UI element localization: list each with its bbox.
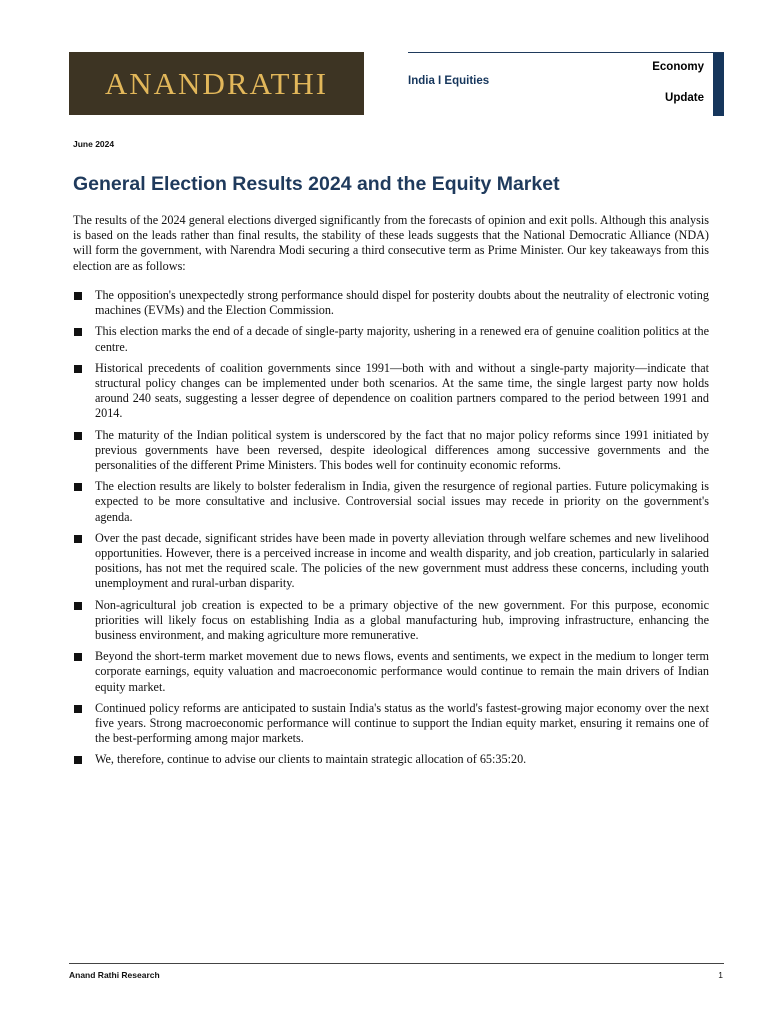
- bullet-square-icon: [74, 535, 82, 543]
- takeaway-text: Historical precedents of coalition governments since 1991—both with and without a single-party majority—indicate that structural policy changes can be implemented under both scenarios. At the same time, the single largest party now holds around 240 seats, suggesting a lesser degree of dependence on coalition partners compared to the period between 1991 and 2014.: [95, 360, 709, 421]
- bullet-square-icon: [74, 483, 82, 491]
- takeaway-item: [73, 701, 709, 747]
- takeaway-item: [73, 361, 709, 422]
- takeaway-text: Over the past decade, significant strides have been made in poverty alleviation through welfare schemes and new livelihood opportunities. However, there is a perceived increase in income and wealth disparity, and job creation, particularly in salaried positions, has not met the required scale. The policies of the new government must address these concerns, including youth unemployment and rural-urban disparity.: [95, 530, 709, 591]
- takeaway-item: [73, 479, 709, 525]
- takeaway-item: [73, 649, 709, 695]
- bullet-square-icon: [74, 432, 82, 440]
- bullet-square-icon: [74, 756, 82, 764]
- bullet-square-icon: [74, 328, 82, 336]
- page-title: General Election Results 2024 and the Equity Market: [73, 173, 560, 195]
- takeaway-text: The opposition's unexpectedly strong performance should dispel for posterity doubts about the neutrality of electronic voting machines (EVMs) and the Election Commission.: [95, 288, 709, 318]
- header-category: Economy: [652, 61, 704, 73]
- takeaway-item: [73, 531, 709, 592]
- footer-divider: [69, 963, 724, 964]
- bullet-square-icon: [74, 653, 82, 661]
- takeaway-text: This election marks the end of a decade of single-party majority, ushering in a renewed era of genuine coalition politics at the centre.: [95, 324, 709, 354]
- bullet-square-icon: [74, 705, 82, 713]
- report-date: June 2024: [73, 139, 115, 149]
- takeaway-text: Continued policy reforms are anticipated to sustain India's status as the world's fastest-growing major economy over the next five years. Strong macroeconomic performance will continue to support the Indian equity market, ensuring it remains one of the best-performing among major markets.: [95, 700, 709, 746]
- takeaway-item: [73, 598, 709, 644]
- intro-paragraph: The results of the 2024 general elections diverged significantly from the forecasts of opinion and exit polls. Although this analysis is based on the leads rather than final results, the stability of these leads suggests that the National Democratic Alliance (NDA) will form the government, with Narendra Modi securing a third consecutive term as Prime Minister. Our key takeaways from this election are as follows:: [73, 213, 709, 273]
- takeaways-list: [73, 288, 709, 774]
- takeaway-text: We, therefore, continue to advise our clients to maintain strategic allocation of 65:35:20.: [95, 752, 527, 767]
- report-header: [408, 52, 724, 116]
- takeaway-text: Beyond the short-term market movement due to news flows, events and sentiments, we expect in the medium to longer term corporate earnings, equity valuation and macroeconomic performance would continue to remain the main drivers of Indian equity market.: [95, 649, 709, 694]
- takeaway-text: The maturity of the Indian political system is underscored by the fact that no major policy reforms since 1991 initiated by previous governments have been reversed, despite ideological differences among successive governments and the personalities of the different Prime Ministers. This bodes well for continuity economic reforms.: [95, 427, 709, 473]
- company-logo: [69, 52, 364, 115]
- header-section: India I Equities: [408, 75, 490, 87]
- bullet-square-icon: [74, 365, 82, 373]
- footer-publisher: Anand Rathi Research: [69, 970, 160, 980]
- header-accent-bar: [713, 53, 724, 116]
- takeaway-item: [73, 324, 709, 354]
- takeaway-item: [73, 752, 709, 767]
- takeaway-text: Non-agricultural job creation is expected to be a primary objective of the new government. For this purpose, economic priorities will likely focus on establishing India as a global manufacturing hub, improving infrastructure, enhancing the business environment, and making agriculture more remunerative.: [95, 597, 709, 643]
- takeaway-item: [73, 428, 709, 474]
- takeaway-text: The election results are likely to bolster federalism in India, given the resurgence of regional parties. Future policymaking is expected to be more consultative and inclusive. Controversial social issues may recede in priority on the government's agenda.: [95, 479, 709, 524]
- page-number: 1: [718, 970, 723, 980]
- takeaway-item: [73, 288, 709, 318]
- logo-text: ANANDRATHI: [104, 66, 329, 101]
- bullet-square-icon: [74, 292, 82, 300]
- header-report-type: Update: [665, 92, 704, 104]
- bullet-square-icon: [74, 602, 82, 610]
